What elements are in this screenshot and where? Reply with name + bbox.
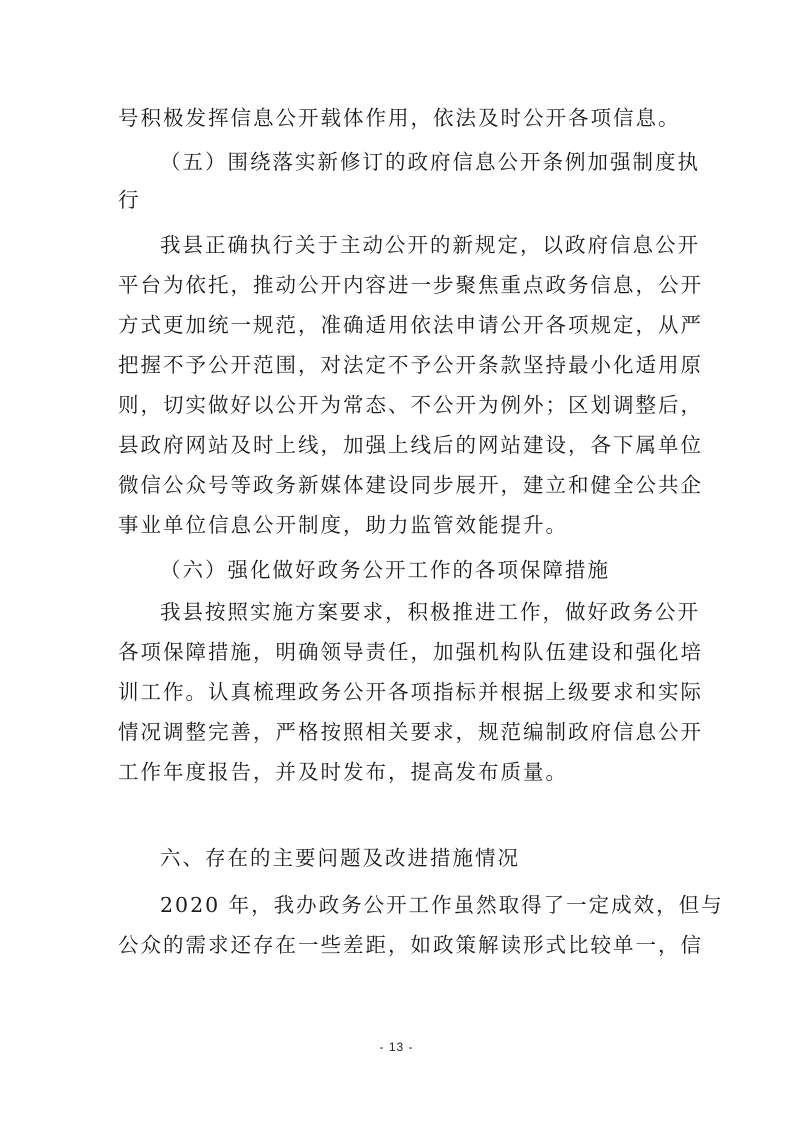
body-line: 训工作。认真梳理政务公开各项指标并根据上级要求和实际	[118, 680, 703, 704]
body-line: 方式更加统一规范，准确适用依法申请公开各项规定，从严	[118, 313, 703, 337]
body-line: 公众的需求还存在一些差距，如政策解读形式比较单一，信	[118, 933, 703, 957]
page-number: - 13 -	[379, 1040, 414, 1054]
body-line: 号积极发挥信息公开载体作用，依法及时公开各项信息。	[118, 106, 681, 130]
body-line: 微信公众号等政务新媒体建设同步展开，建立和健全公共企	[118, 473, 703, 497]
section-heading-five-continued: 行	[118, 188, 141, 212]
body-line: 工作年度报告，并及时发布，提高发布质量。	[118, 760, 568, 784]
section-heading-six: （六）强化做好政务公开工作的各项保障措施	[160, 558, 610, 582]
section-heading-five: （五）围绕落实新修订的政府信息公开条例加强制度执	[160, 150, 700, 174]
body-line: 平台为依托，推动公开内容进一步聚焦重点政务信息，公开	[118, 273, 703, 297]
body-line: 把握不予公开范围，对法定不予公开条款坚持最小化适用原	[118, 353, 703, 377]
body-line: 则，切实做好以公开为常态、不公开为例外；区划调整后，	[118, 393, 703, 417]
chapter-heading: 六、存在的主要问题及改进措施情况	[160, 846, 520, 870]
body-line: 事业单位信息公开制度，助力监管效能提升。	[118, 513, 568, 537]
body-line: 我县正确执行关于主动公开的新规定，以政府信息公开	[160, 233, 700, 257]
body-line: 各项保障措施，明确领导责任，加强机构队伍建设和强化培	[118, 640, 703, 664]
body-line: 县政府网站及时上线，加强上线后的网站建设，各下属单位	[118, 433, 703, 457]
body-line: 我县按照实施方案要求，积极推进工作，做好政务公开	[160, 600, 700, 624]
body-line: 情况调整完善，严格按照相关要求，规范编制政府信息公开	[118, 720, 703, 744]
body-line: 2020 年，我办政务公开工作虽然取得了一定成效，但与	[160, 893, 724, 917]
